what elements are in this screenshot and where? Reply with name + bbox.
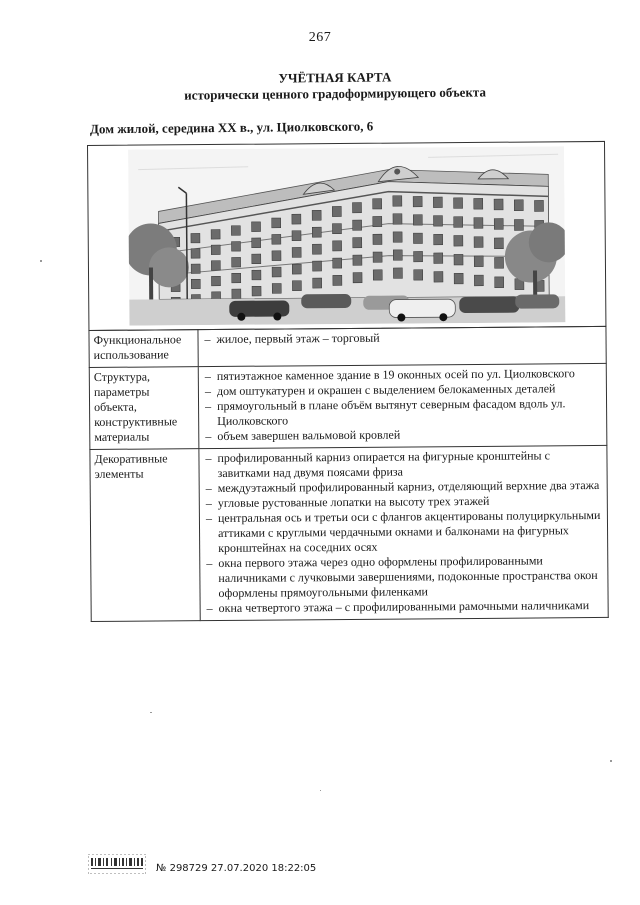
facade-window <box>313 261 322 271</box>
scan-speck <box>40 260 42 262</box>
facade-window <box>232 289 241 299</box>
facade-window <box>191 279 200 288</box>
property-item: – центральная ось и третьи оси с флангов акцентированы полуциркульными аттиками с круглыми чердачными окнами и балконами на фигурных кронштейнах на соседних осях <box>204 508 603 556</box>
property-item: – угловые рустованные лопатки на высоту трех этажей <box>204 493 603 511</box>
property-label: Декоративные элементы <box>90 449 200 622</box>
facade-window <box>191 249 200 258</box>
facade-window <box>474 256 483 267</box>
facade-window <box>312 227 321 237</box>
facade-window <box>211 245 220 255</box>
facade-window <box>393 214 402 224</box>
facade-window <box>474 275 483 286</box>
facade-window <box>494 238 503 249</box>
facade-window <box>414 270 423 280</box>
page-number: 267 <box>308 30 332 45</box>
property-item: – окна четвертого этажа – с профилированными рамочными наличниками <box>205 598 604 616</box>
photo-frame <box>87 141 606 331</box>
facade-window <box>414 251 423 261</box>
facade-window <box>211 261 220 271</box>
facade-window <box>393 250 402 260</box>
facade-window <box>413 215 422 225</box>
facade-window <box>232 273 241 283</box>
facade-window <box>312 244 321 254</box>
facade-window <box>434 272 443 283</box>
facade-window <box>393 232 402 242</box>
facade-window <box>434 234 443 245</box>
facade-window <box>474 218 483 229</box>
facade-window <box>514 200 523 211</box>
facade-window <box>373 234 382 244</box>
facade-window <box>494 199 503 210</box>
property-item: – окна первого этажа через одно оформлены профилированными наличниками с лучковыми завершениями, подоконные пространства окон оформлены прямоугольными филенками <box>204 553 603 601</box>
footer <box>88 848 388 878</box>
facade-window <box>413 233 422 243</box>
facade-window <box>252 270 261 280</box>
facade-window <box>373 216 382 226</box>
facade-window <box>191 233 200 242</box>
facade-window <box>211 276 220 286</box>
properties-table <box>88 326 608 622</box>
facade-window <box>332 206 341 216</box>
facade-window <box>231 226 240 236</box>
property-label: Функциональное использование <box>89 330 198 368</box>
property-item: – объем завершен вальмовой кровлей <box>203 426 602 444</box>
property-label: Структура, параметры объекта, конструктивные материалы <box>89 367 199 450</box>
facade-window <box>353 238 362 248</box>
property-item: – прямоугольный в плане объём вытянут северным фасадом вдоль ул. Циолковского <box>203 396 602 429</box>
facade-window <box>232 257 241 267</box>
facade-window <box>272 283 281 293</box>
property-item: – междуэтажный профилированный карниз, отделяющий верхние два этажа <box>204 478 603 496</box>
property-value <box>199 445 608 620</box>
facade-window <box>252 286 261 296</box>
property-list <box>203 448 603 616</box>
facade-window <box>373 270 382 280</box>
facade-window <box>494 257 503 268</box>
facade-window <box>454 235 463 246</box>
facade-window <box>353 220 362 230</box>
facade-window <box>393 196 402 206</box>
facade-window <box>272 218 281 228</box>
facade-window <box>495 277 504 288</box>
facade-window <box>413 196 422 206</box>
property-value <box>198 326 606 366</box>
property-item: – профилированный карниз опирается на фигурные кронштейны с завитками над двумя поясами фриза <box>203 448 602 481</box>
facade-window <box>434 253 443 264</box>
facade-window <box>333 258 342 268</box>
facade-window <box>252 238 261 248</box>
scan-speck <box>320 790 321 791</box>
facade-window <box>494 219 503 230</box>
scan-speck <box>150 712 152 713</box>
card-title-block <box>140 68 530 104</box>
facade-window <box>313 278 322 288</box>
facade-window <box>191 264 200 273</box>
facade-window <box>373 199 382 209</box>
facade-window <box>252 254 261 264</box>
facade-window <box>474 237 483 248</box>
facade-window <box>514 219 523 230</box>
facade-window <box>454 273 463 284</box>
scan-speck <box>610 760 612 762</box>
facade-window <box>373 252 382 262</box>
facade-window <box>454 254 463 265</box>
registration-number: № 298729 27.07.2020 18:22:05 <box>156 863 317 874</box>
facade-window <box>292 264 301 274</box>
facade-window <box>433 216 442 227</box>
property-list <box>203 366 603 444</box>
facade-window <box>454 217 463 228</box>
card-title: УЧЁТНАЯ КАРТА <box>278 69 392 86</box>
facade-window <box>534 200 543 211</box>
property-item: – пятиэтажное каменное здание в 19 оконных осей по ул. Циолковского <box>203 366 602 384</box>
facade-window <box>272 267 281 277</box>
property-item: – дом оштукатурен и окрашен с выделением белокаменных деталей <box>203 381 602 399</box>
card-subtitle: исторически ценного градоформирующего объекта <box>184 84 487 103</box>
facade-window <box>292 231 301 241</box>
facade-window <box>454 198 463 209</box>
property-item: – жилое, первый этаж – торговый <box>202 329 601 347</box>
facade-window <box>393 268 402 278</box>
facade-window <box>292 214 301 224</box>
building-photo <box>128 146 565 325</box>
facade-window <box>292 281 301 291</box>
property-row <box>90 445 608 621</box>
record-card <box>87 141 611 655</box>
facade-window <box>332 224 341 234</box>
facade-window <box>474 198 483 209</box>
property-list <box>202 329 601 347</box>
facade-window <box>272 234 281 244</box>
facade-window <box>353 273 362 283</box>
facade-window <box>353 255 362 265</box>
facade-window <box>252 222 261 232</box>
facade-window <box>211 230 220 240</box>
facade-window <box>333 275 342 285</box>
facade-window <box>312 210 321 220</box>
object-name: Дом жилой, середина XX в., ул. Циолковского, 6 <box>89 118 374 137</box>
property-row <box>89 326 606 367</box>
facade-window <box>231 241 240 251</box>
facade-window <box>352 203 361 213</box>
facade-window <box>272 251 281 261</box>
barcode-stamp <box>88 854 146 874</box>
facade-window <box>333 241 342 251</box>
property-value <box>198 363 607 448</box>
facade-window <box>433 197 442 208</box>
facade-window <box>292 247 301 257</box>
property-row <box>89 363 607 449</box>
